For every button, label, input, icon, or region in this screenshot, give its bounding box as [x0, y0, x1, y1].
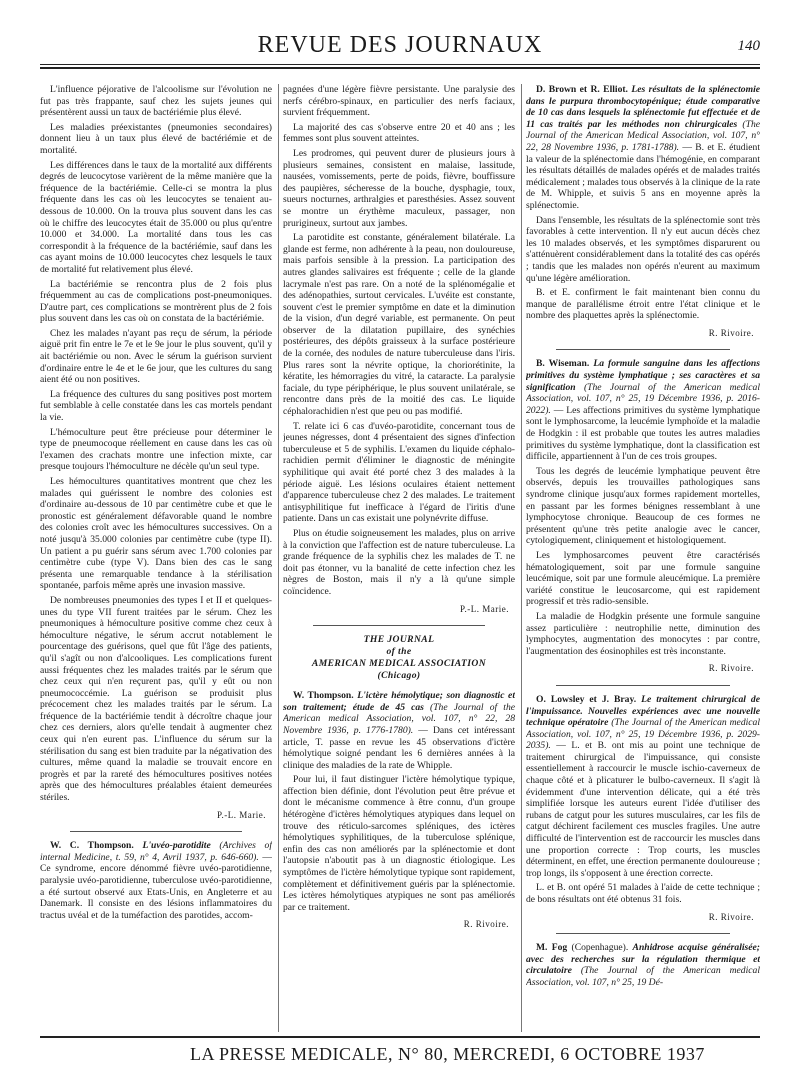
- article-title: La formule sanguine dans les affections primitives du système lymphatique ; ses caractères et sa signification: [526, 358, 760, 393]
- column-1: [40, 84, 272, 1032]
- paragraph: pagnées d'une légère fièvre persistante. Une paralysie des nerfs cérébro-spinaux, en particulier des nerfs faciaux, survient fréquemment.: [283, 84, 515, 119]
- article-ictere-hemolytique: [283, 690, 515, 771]
- footer-rule: [40, 1036, 760, 1038]
- article-title: Le traitement chirurgical de l'impuissance. Nouvelles expériences avec une nouvelle technique opératoire: [526, 693, 760, 729]
- paragraph: L. et B. ont opéré 51 malades à l'aide de cette technique ; de bons résultats ont été obtenus 31 fois.: [526, 882, 760, 905]
- journal-heading-line: THE JOURNAL: [363, 634, 435, 646]
- article-anhidrose: [526, 942, 760, 988]
- article-reference: (The Journal of the American Medical Association, vol. 107, n° 22, 28 Novembre 1936, p. 1781-1788).: [526, 118, 760, 153]
- paragraph: La majorité des cas s'observe entre 20 et 40 ans ; les femmes sont plus souvent atteintes.: [283, 121, 515, 145]
- journal-heading-line: (Chicago): [377, 670, 421, 682]
- paragraph: Dans l'ensemble, les résultats de la splénectomie sont très favorables à cette intervention. Il n'y eut aucun décès chez les 10 malades observés, et les symptômes disparurent ou s'atténuèrent considérablement dans la totalité des cas opérés ; tandis que les malades non opérés n'eurent au maximum qu'une légère amélioration.: [526, 214, 760, 284]
- article-impuissance: [526, 694, 760, 880]
- article-formule-sanguine: [526, 358, 760, 462]
- paragraph: Les lymphosarcomes peuvent être caractérisés hématologiquement, soit par une formule sanguine leucémique, soit par une formule aleucémique. La première variété constitue le leucosarcome, qui est rapidement progressif et très radio-sensible.: [526, 549, 760, 608]
- signature: R. Rivoire.: [708, 911, 754, 922]
- article-reference: (The Journal of the American medical Association, vol. 107, n° 25, 19 Décembre 1936, p. 2029-2035).: [526, 717, 760, 752]
- article-reference: (The Journal of the American medical Association, vol. 107, n° 22, 28 Novembre 1936, p. 1776-1780).: [283, 701, 515, 736]
- article-author: M. Fog: [536, 942, 568, 954]
- article-title: Anhidrose acquise généralisée; avec des recherches sur la régulation thermique et circulatoire: [526, 942, 760, 977]
- paragraph: Pour lui, il faut distinguer l'ictère hémolytique typique, affection bien définie, dont l'évolution peut être prévue et dont le mécanisme commence à être connu, d'un groupe hétérogène d'ictères hémolytiques atypiques dans lequel on trouve des réticulo-sarcomes spléniques, des ictères hémolytiques syphilitiques, de la tuberculose splénique, enfin des cas non améliorés par la splénectomie et dont l'autopsie n'aboutit pas à un diagnostic étiologique. Les symptômes de l'ictère hémolytique typique sont rapidement, complètement et définitivement guéris par la splénectomie. Les ictères hémolytiques atypiques ne sont pas améliorés par ce traitement.: [283, 774, 515, 913]
- paragraph: Chez les malades n'ayant pas reçu de sérum, la période aiguë prit fin entre le 7e et le 9e jour le plus souvent, qu'il y ait bactériémie ou non. Avec le sérum la guérison survient d'ordinaire entre le 4e et le 6e jour, que les cultures du sang aient été ou non positives.: [40, 327, 272, 386]
- paragraph: Les hémocultures quantitatives montrent que chez les malades qui guérissent le nombre des colonies est d'ordinaire au-dessous de 10 par centimètre cube et que le pronostic est généralement défavorable quand le nombre des colonies croît avec les hémocultures successives. On a noté jusqu'à 35.000 colonies par centimètre cube (type II). Un patient a pu guérir sans sérum avec 1.700 colonies par centimètre cube (type V). Dans bien des cas le sang présenta une remarquable tendance à la stérilisation spontanée, parfois même après une invasion massive.: [40, 476, 272, 592]
- article-author: D. Brown et R. Elliot.: [536, 84, 628, 95]
- article-reference: (The Journal of the American medical Association, vol. 107, n° 25, 19 Décembre 1936, p. 2016-2022).: [526, 381, 760, 416]
- paragraph: La parotidite est constante, généralement bilatérale. La glande est ferme, non adhérente à la peau, non douloureuse, mais parfois sensible à la pression. La participation des autres glandes salivaires est fréquente ; celle de la glande lacrymale n'est pas rare. On a noté de la splénomégalie et des adénopathies, surtout cervicales. L'uvéite est constante, souvent c'est le premier symptôme en date et la diminution de la vision, d'un degré variable, est permanente. On peut observer de la dilatation pupillaire, des synéchies postérieures, des dépôts graisseux à la surface postérieure de la cornée, des nodules de nature tuberculeuse dans l'iris. Plus rares sont la névrite optique, la choriorétinite, la kératite, les hémorragies du vitré, la cataracte. La paralysie faciale, du type périphérique, le plus souvent unilatérale, se rencontre dans près de la moitié des cas. Le liquide céphalorachidien n'est que peu ou pas modifié.: [283, 232, 515, 418]
- page-number: 140: [737, 38, 760, 54]
- paragraph: B. et E. confirment le fait maintenant bien connu du manque de parallélisme étroit entre l'état clinique et le nombre des plaquettes après la splénectomie.: [526, 287, 760, 322]
- article-author: B. Wiseman.: [536, 358, 590, 370]
- article-author: W. Thompson.: [293, 690, 354, 702]
- paragraph: L'hémoculture peut être précieuse pour déterminer le type de pneumocoque réellement en cause dans les cas où l'examen des crachats montre une infection mixte, car presque toujours l'hémoculture ne décèle qu'un seul type.: [40, 426, 272, 473]
- article-body: — B. et E. étudient la valeur de la splénectomie dans l'hémogénie, en comparant les résultats détaillés de malades opérés et de malades traités médicalement ; malades tous observés à la clinique de la rate de M. Whipple, et suivis 5 ans en moyenne après la splénectomie.: [526, 141, 760, 211]
- article-uveo-parotidite: [40, 840, 272, 921]
- journal-heading-line: of the: [386, 646, 412, 658]
- article-title: L'uvéo-parotidite: [142, 840, 211, 852]
- header-rule: [40, 64, 760, 65]
- journal-heading-line: AMERICAN MEDICAL ASSOCIATION: [311, 658, 487, 670]
- article-title: L'ictère hémolytique; son diagnostic et son traitement; étude de 45 cas: [283, 690, 515, 713]
- signature: P.-L. Marie.: [217, 809, 266, 820]
- article-place: (Copenhague).: [571, 942, 629, 954]
- paragraph: Plus on étudie soigneusement les malades, plus on arrive à la conviction que l'affection est de nature tuberculeuse. La grande fréquence de la syphilis chez les malades de T. ne doit pas étonner, vu la banalité de cette infection chez les nègres de Boston, mais il n'y a là qu'une simple coïncidence.: [283, 527, 515, 597]
- paragraph: La fréquence des cultures du sang positives post mortem fut semblable à celle constatée dans les cas mortels pendant la vie.: [40, 388, 272, 424]
- article-body: — Les affections primitives du système lymphatique sont le lymphosarcome, la leucémie lymphoïde et la maladie de Hodgkin : il est probable que toutes les autres maladies primitives du système lymphatique, dont la classification est difficile, appartiennent à l'un de ces trois groupes.: [526, 404, 760, 463]
- article-author: O. Lowsley et J. Bray.: [536, 693, 637, 705]
- page-footer: [40, 1040, 760, 1068]
- column-2: [283, 84, 515, 1032]
- signature: P.-L. Marie.: [460, 603, 509, 614]
- article-separator: [556, 685, 730, 686]
- page-header: [40, 30, 760, 64]
- article-body: — Dans cet intéressant article, T. passe en revue les 45 observations d'ictère hémolytique soigné pendant les 6 dernières années à la clinique des maladies de la rate de Whipple.: [283, 724, 515, 771]
- article-separator: [313, 625, 485, 626]
- paragraph: De nombreuses pneumonies des types I et II et quelques-unes du type VII furent traitées par le sérum. Chez les pneumoniques à hémoculture positive comme chez ceux à hémoculture négative, le sérum accrut notablement le pourcentage des guérisons, quel que fût l'âge des patients, qu'il s'agît ou non d'alcooliques. Les complications furent aussi fréquentes chez les malades traités par le sérum que chez ceux qui n'en reçurent pas, qu'il y eût ou non pneumococcémie. La guérison se produisit plus précocement chez les malades traités par le sérum. La fréquence de la bactériémie tendit à décroître chaque jour chez ces derniers, alors qu'elle tendait à augmenter chez ceux qui n'en eurent pas. L'influence du sérum sur la stérilisation du sang est bien traduite par la négativation des cultures, même quand la maladie se trouvait encore en progrès et par la rareté des hémocultures positives notées après que des hémocultures préalables étaient demeurées stériles.: [40, 594, 272, 804]
- article-separator: [70, 831, 242, 832]
- paragraph: T. relate ici 6 cas d'uvéo-parotidite, concernant tous de jeunes négresses, dont 4 présentaient des signes d'infection tuberculeuse et 5 de syphilis. L'examen du liquide céphalo-rachidien permit d'éliminer le diagnostic de méningite syphilitique qui avait été porté chez 3 des malades à la période aiguë. Les lésions oculaires étaient nettement d'apparence tuberculeuse chez 2 des malades. Le traitement antisyphilitique fut inefficace à l'égard de l'iritis d'une patiente. Dans un cas existait une polynévrite diffuse.: [283, 420, 515, 525]
- signature: R. Rivoire.: [708, 327, 754, 338]
- article-reference: (The Journal of the American medical Association, vol. 107, n° 25, 19 Dé-: [526, 965, 760, 988]
- article-reference: (Archives of internal Medicine, t. 59, n° 4, Avril 1937, p. 646-660).: [40, 840, 272, 863]
- footer-publication-line: LA PRESSE MEDICALE, N° 80, MERCREDI, 6 OCTOBRE 1937: [190, 1044, 705, 1064]
- paragraph: La maladie de Hodgkin présente une formule sanguine assez particulière : neutrophilie nette, diminution des lymphocytes, augmentation des monocytes : par contre, l'augmentation des éosinophiles est très inconstante.: [526, 610, 760, 657]
- article-body: — Ce syndrome, encore dénommé fièvre uvéo-parotidienne, paralysie uvéo-parotidienne, tuberculose uvéo-parotidienne, a été surtout observé aux Etats-Unis, en Angleterre et au Danemark. Il consiste en des lésions inflammatoires du tractus uvéal et de la tuméfaction des parotides, accom-: [40, 851, 272, 921]
- paragraph: Les maladies préexistantes (pneumonies secondaires) donnent lieu à un taux plus élevé de bactériémie et de mortalité.: [40, 121, 272, 156]
- article-columns: [40, 84, 760, 1032]
- journal-section-title: REVUE DES JOURNAUX: [257, 32, 543, 58]
- article-separator: [556, 349, 730, 350]
- paragraph: Les différences dans le taux de la mortalité aux différents degrés de leucocytose varièrent de la même manière que la fréquence de la bactériémie. Celle-ci se montra la plus fréquente dans les cas où les leucocytes se tenaient au-dessous de 10.000. On la trouva plus souvent dans les cas où le chiffre des leucocytes était de 35.000 ou plus qu'entre 10.000 et 34.000. La mortalité dans tous les cas correspondit à la fréquence de la bactériémie, sauf dans les cas ayant moins de 10.000 leucocytes chez lesquels le taux de mortalité fut relativement plus élevé.: [40, 159, 272, 275]
- column-3: [526, 84, 760, 1032]
- paragraph: L'influence péjorative de l'alcoolisme sur l'évolution ne fut pas très frappante, sauf chez les sujets jeunes qui présentèrent aussi un taux de bactériémie plus élevé.: [40, 84, 272, 119]
- header-rule-thick: [40, 67, 760, 69]
- article-body: — L. et B. ont mis au point une technique de traitement chirurgical de l'impuissance, qui consiste essentiellement à raccourcir le muscle ischio-caverneux de chaque côté et à plicaturer le bulbo-caverneux. Il s'agit là évidemment d'une intervention délicate, qui a été très simplifiée lorsque les auteurs eurent l'idée d'utiliser des rubans de catgut pour les sutures musculaires, car les fils de catgut déchirent facilement ces muscles fragiles. Une autre difficulté de l'intervention est de raccourcir les muscles dans une proportion correcte : Trop courts, les muscles déterminent, en effet, une érection permanente douloureuse ; trop longs, ils s'opposent à une érection correcte.: [526, 740, 760, 879]
- signature: R. Rivoire.: [463, 919, 509, 930]
- signature: R. Rivoire.: [708, 663, 754, 674]
- paragraph: Tous les degrés de leucémie lymphatique peuvent être observés, depuis les trouvailles pathologiques sans syndrome clinique jusqu'aux formes rapidement mortelles, en passant par les formes bénignes ressemblant à une lymphocytose chronique. Beaucoup de ces formes ne présentent qu'une très petite analogie avec le cancer, cytologiquement, cliniquement et histologiquement.: [526, 465, 760, 547]
- article-separator: [556, 933, 730, 934]
- article-author: W. C. Thompson.: [50, 840, 134, 852]
- article-splenectomie-purpura: [526, 84, 760, 212]
- article-title: Les résultats de la splénectomie dans le purpura thrombocytopénique; étude comparative de 10 cas dans lesquels la splénectomie fut effectuée et de 11 cas traités par les méthodes non chirurgicales: [526, 84, 760, 130]
- paragraph: Les prodromes, qui peuvent durer de plusieurs jours à plusieurs semaines, consistent en malaise, lassitude, nausées, vomissements, perte de poids, fièvre, bouffissure des paupières, sécheresse de la bouche, dysphagie, toux, sueurs nocturnes, arthralgies et paresthésies. Assez souvent se montre un érythème maculeux, passager, non prurigineux, surtout aux jambes.: [283, 147, 515, 229]
- journal-source-heading: [283, 634, 515, 682]
- paragraph: La bactériémie se rencontra plus de 2 fois plus fréquemment au cas de complications post-pneumoniques. D'autre part, ces complications se montrèrent plus de 2 fois plus souvent dans les cas où on constata de la bactériémie.: [40, 278, 272, 325]
